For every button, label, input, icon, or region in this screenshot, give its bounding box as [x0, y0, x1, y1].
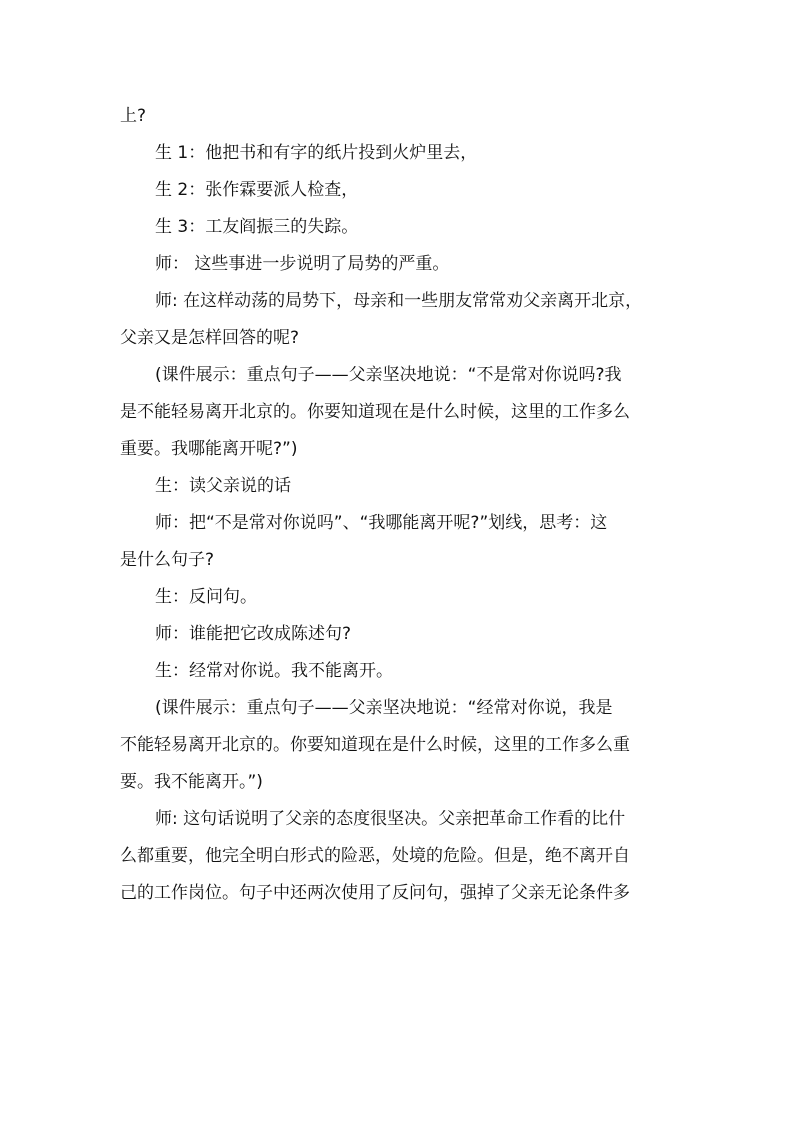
student-read-line: 生：读父亲说的话 — [155, 476, 291, 496]
teacher-question-line: 师: 在这样动荡的局势下，母亲和一些朋友常常劝父亲离开北京， — [155, 291, 643, 311]
document-page — [120, 98, 680, 912]
teacher-question-continuation: 父亲又是怎样回答的呢? — [120, 328, 300, 348]
teacher-underline-continuation: 是什么句子? — [120, 550, 215, 570]
student-answer-line: 生：反问句。 — [155, 587, 257, 607]
teacher-explanation-line: 师: 这句话说明了父亲的态度很坚决。父亲把革命工作看的比什 — [155, 809, 626, 829]
courseware-display-line: (课件展示：重点句子——父亲坚决地说：“不是常对你说吗?我 — [155, 365, 622, 385]
teacher-underline-line: 师：把“不是常对你说吗”、“我哪能离开呢?”划线，思考：这 — [155, 513, 608, 533]
teacher-line: 师： 这些事进一步说明了局势的严重。 — [155, 254, 450, 274]
teacher-rewrite-line: 师：谁能把它改成陈述句? — [155, 624, 352, 644]
student-1-line: 生 1：他把书和有字的纸片投到火炉里去， — [155, 143, 478, 163]
courseware-display-end: 重要。我哪能离开呢?”) — [120, 439, 298, 459]
courseware-display-2-continuation: 不能轻易离开北京的。你要知道现在是什么时候，这里的工作多么重 — [120, 735, 630, 755]
teacher-explanation-continuation-1: 么都重要，他完全明白形式的险恶，处境的危险。但是，绝不离开自 — [120, 846, 630, 866]
courseware-display-2-line: (课件展示：重点句子——父亲坚决地说：“经常对你说，我是 — [155, 698, 613, 718]
student-2-line: 生 2：张作霖要派人检查， — [155, 180, 359, 200]
courseware-display-2-end: 要。我不能离开。”) — [120, 772, 263, 792]
student-rewrite-line: 生：经常对你说。我不能离开。 — [155, 661, 393, 681]
teacher-explanation-continuation-2: 己的工作岗位。句子中还两次使用了反问句，强掉了父亲无论条件多 — [120, 883, 630, 903]
student-3-line: 生 3：工友阎振三的失踪。 — [155, 217, 359, 237]
text-line-continuation: 上? — [120, 106, 147, 126]
courseware-display-continuation: 是不能轻易离开北京的。你要知道现在是什么时候，这里的工作多么 — [120, 402, 630, 422]
